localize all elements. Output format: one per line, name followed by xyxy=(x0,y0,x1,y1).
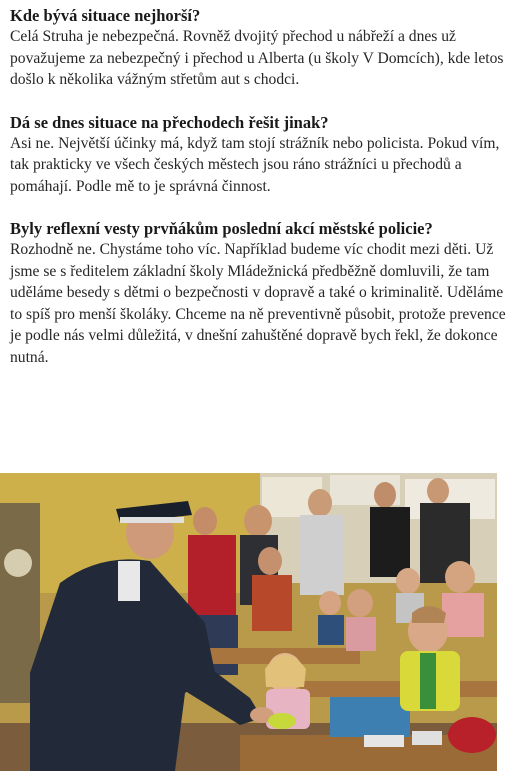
answer-paragraph: Asi ne. Největší účinky má, když tam stojí strážník nebo policista. Pokud vím, tak prakticky ve všech českých městech jsou ráno strážníci u přechodů a pomáhají. Podle mě to je správná činnost. xyxy=(10,134,500,195)
qa-block-2 xyxy=(10,113,506,198)
question-heading: Dá se dnes situace na přechodech řešit jinak? xyxy=(10,112,329,132)
answer-paragraph: Celá Struha je nebezpečná. Rovněž dvojitý přechod u nábřeží a dnes už považujeme za nebezpečný i přechod u Alberta (u školy V Domcích), kde letos došlo k několika vážným střetům aut s chodci. xyxy=(10,28,504,88)
article-body xyxy=(10,6,506,390)
classroom-photo-illustration xyxy=(0,473,497,771)
question-heading: Kde bývá situace nejhorší? xyxy=(10,6,201,25)
answer-paragraph: Rozhodně ne. Chystáme toho víc. Například budeme víc chodit mezi děti. Už jsme se s ředitelem základní školy Mládežnická předběžně domluvili, že tam uděláme besedy s dětmi o bezpečnosti v dopravě a také o kriminalitě. Uděláme to spíš pro menší školáky. Chceme na ně preventivně působit, protože prevence je podle nás velmi důležitá, v dnešní zahuštěné dopravě bych řekl, že dokonce nutná. xyxy=(10,241,506,366)
classroom-photo xyxy=(0,473,497,771)
qa-block-1 xyxy=(10,6,506,91)
question-heading: Byly reflexní vesty prvňákům poslední akcí městské policie? xyxy=(10,219,433,238)
qa-block-3 xyxy=(10,219,506,368)
